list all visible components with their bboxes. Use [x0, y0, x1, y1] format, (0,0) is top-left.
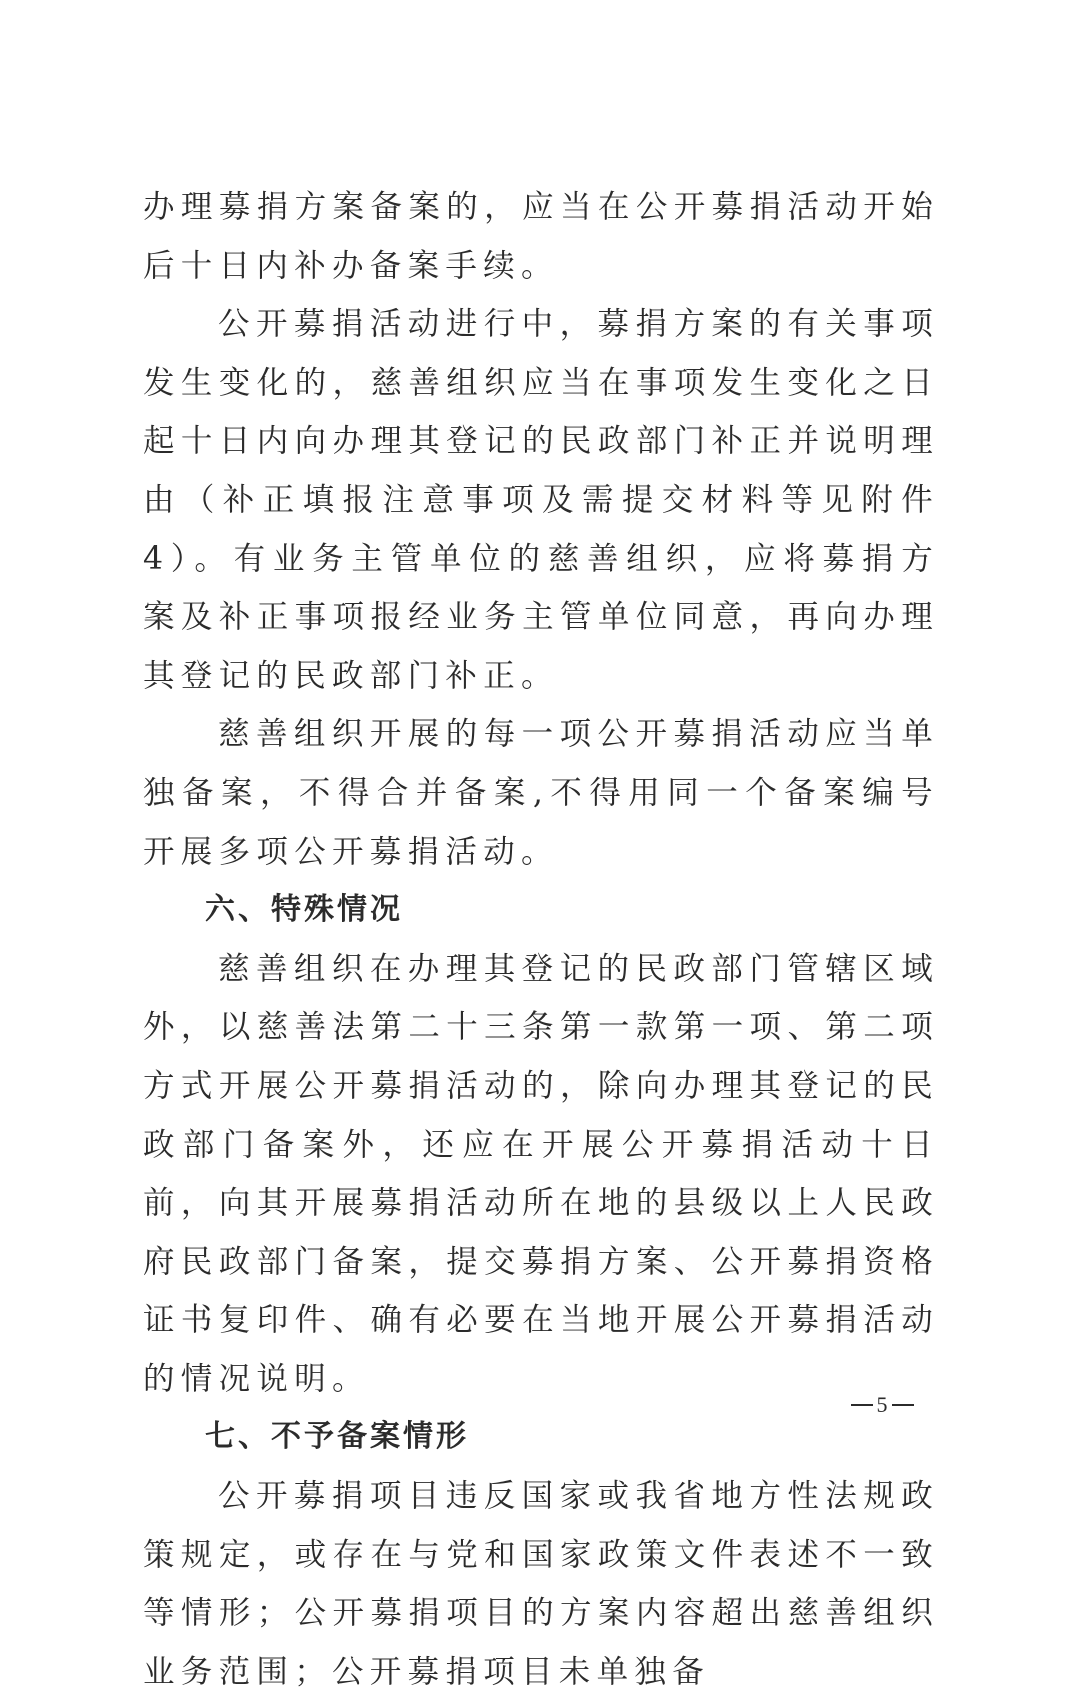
paragraph-rejection-cases: 公开募捐项目违反国家或我省地方性法规政策规定，或存在与党和国家政策文件表述不一致等情形；公开募捐项目的方案内容超出慈善组织业务范围；公开募捐项目未单独备	[143, 1478, 939, 1690]
paragraph-plan-changes: 公开募捐活动进行中，募捐方案的有关事项发生变化的，慈善组织应当在事项发生变化之日起十日内向办理其登记的民政部门补正并说明理由（补正填报注意事项及需提交材料等见附件4）。有业务主管单位的慈善组织，应将募捐方案及补正事项报经业务主管单位同意，再向办理其登记的民政部门补正。	[143, 306, 939, 694]
section-heading-rejection-cases: 七、不予备案情形	[205, 1419, 469, 1455]
page-number-dash-left	[851, 1404, 873, 1406]
paragraph-separate-filing: 慈善组织开展的每一项公开募捐活动应当单独备案，不得合并备案,不得用同一个备案编号开展多项公开募捐活动。	[143, 716, 939, 870]
page-number-dash-right	[892, 1404, 914, 1406]
page-number: 5	[876, 1392, 888, 1417]
section-heading-special-cases: 六、特殊情况	[205, 892, 403, 928]
page-number-footer	[844, 1385, 920, 1425]
paragraph-filing-deadline: 办理募捐方案备案的，应当在公开募捐活动开始后十日内补办备案手续。	[143, 189, 939, 284]
paragraph-special-cases: 慈善组织在办理其登记的民政部门管辖区域外，以慈善法第二十三条第一款第一项、第二项方式开展公开募捐活动的，除向办理其登记的民政部门备案外，还应在开展公开募捐活动十日前，向其开展募捐活动所在地的县级以上人民政府民政部门备案，提交募捐方案、公开募捐资格证书复印件、确有必要在当地开展公开募捐活动的情况说明。	[143, 950, 939, 1397]
document-body	[143, 178, 939, 1701]
